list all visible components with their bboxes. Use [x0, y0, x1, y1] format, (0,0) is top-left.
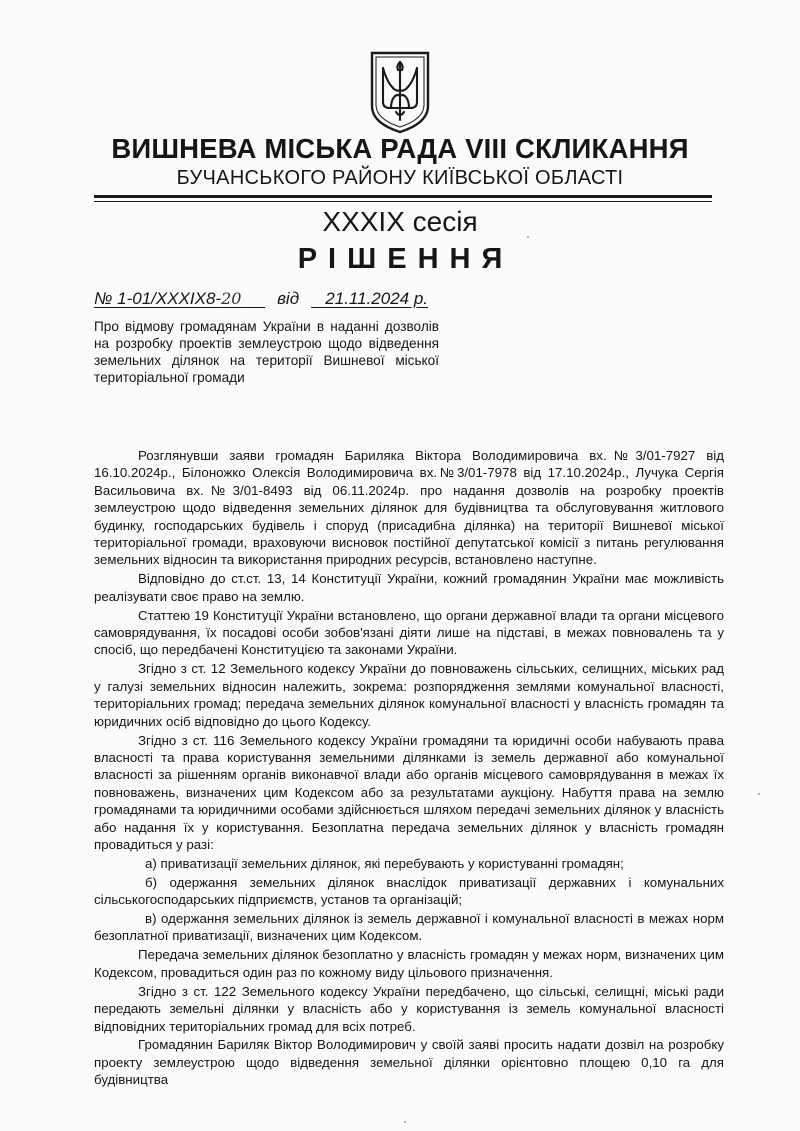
list-item: в) одержання земельних ділянок із земель державної і комунальної власності в межах норм безоплатної приватизації, визначених цим Кодексом. — [94, 911, 724, 944]
handwritten-number: 20 — [221, 289, 242, 308]
decision-number: № 1-01/XXXIX8-20 — [94, 289, 242, 308]
scan-speck — [527, 236, 529, 238]
list-item: а) приватизації земельних ділянок, які перебувають у користуванні громадян; — [145, 855, 624, 871]
body-paragraph: Громадянин Бариляк Віктор Володимирович у своїй заяві просить надати дозвіл на розробку проекту землеустрою щодо відведення земельної ділянки орієнтовно площею 0,10 га для будівництва — [94, 1037, 724, 1088]
header-divider-thick — [94, 195, 712, 198]
body-paragraph: Відповідно до ст.ст. 13, 14 Конституції України, кожний громадянин України має можливість реалізувати своє право на землю. — [94, 571, 724, 604]
body-paragraph: Передача земельних ділянок безоплатно у власність громадян у межах норм, визначених цим Кодексом, провадиться один раз по кожному виду цільового призначення. — [94, 947, 724, 980]
body-paragraph: Згідно з ст. 12 Земельного кодексу України до повноважень сільських, селищних, міських рад у галузі земельних відносин належить, зокрема: розпорядження землями комунальної власності, територіальних громад; передача земельних ділянок комунальної власності у власність громадян та юридичних осіб відповідно до цього Кодексу. — [94, 661, 724, 729]
scan-speck — [758, 793, 760, 795]
decision-number-line — [94, 288, 428, 310]
trident-coat-of-arms-icon — [369, 50, 431, 134]
body-paragraph: Статтею 19 Конституції України встановлено, що органи державної влади та органи місцевого самоврядування, їх посадові особи зобов'язані діяти лише на підставі, в межах повновалень та у спосіб, що передбачені Конституцією та законами України. — [94, 607, 724, 658]
decision-date: 21.11.2024 р. — [325, 289, 429, 308]
council-name: ВИШНЕВА МІСЬКА РАДА VIII СКЛИКАННЯ — [111, 133, 689, 164]
session-title: XXXIX сесія — [322, 206, 478, 237]
body-paragraph: Розглянувши заяви громадян Бариляка Віктора Володимировича вх.№3/01-7927 від 16.10.2024р., Білоножко Олексія Володимировича вх.№3/01-7978 від 17.10.2024р., Лучука Сергія Васильовича вх.№3/01-8493 від 06.11.2024р. про надання дозволів на розробку проектів землеустрою щодо відведення земельних ділянок для будівництва та обслуговування житлового будинку, господарських будівель і споруд (присадибна ділянка) на території Вишневої міської територіальної громади, враховуючи висновок постійної депутатської комісії з питань регулювання земельних відносин та використання природних ресурсів, встановлено наступне. — [94, 448, 724, 568]
list-item: б) одержання земельних ділянок внаслідок приватизації державних і комунальних сільськогосподарських підприємств, установ та організацій; — [94, 874, 724, 908]
decision-subject: Про відмову громадянам України в наданні дозволів на розробку проектів землеустрою щодо відведення земельних ділянок на території Вишневої міської територіальної громади — [94, 319, 439, 385]
body-paragraph: Згідно з ст. 116 Земельного кодексу України громадяни та юридичні особи набувають права власності та права користування земельними ділянками із земель державної або комунальної власності за рішенням органів виконавчої влади або органів місцевого самоврядування в межах їх повноважень, визначених цим Кодексом або за результатами аукціону. Набуття права на землю громадянами та юридичними особами здійснюється шляхом передачі земельних ділянок у власність або надання їх у користування. Безоплатна передача земельних ділянок у власність громадян провадиться у разі: — [94, 732, 724, 852]
scan-speck — [404, 1121, 406, 1123]
district-name: БУЧАНСЬКОГО РАЙОНУ КИЇВСЬКОЇ ОБЛАСТІ — [176, 167, 624, 189]
body-paragraph: Згідно з ст. 122 Земельного кодексу України передбачено, що сільські, селищні, міські ради передають земельні ділянки у власність або у користування із земель комунальної власності відповідних територіальних громад для всіх потреб. — [94, 983, 724, 1034]
document-body — [94, 447, 724, 1089]
header-divider-thin — [94, 201, 712, 202]
document-type-title: РІШЕННЯ — [297, 243, 514, 275]
date-label: від — [277, 289, 300, 308]
